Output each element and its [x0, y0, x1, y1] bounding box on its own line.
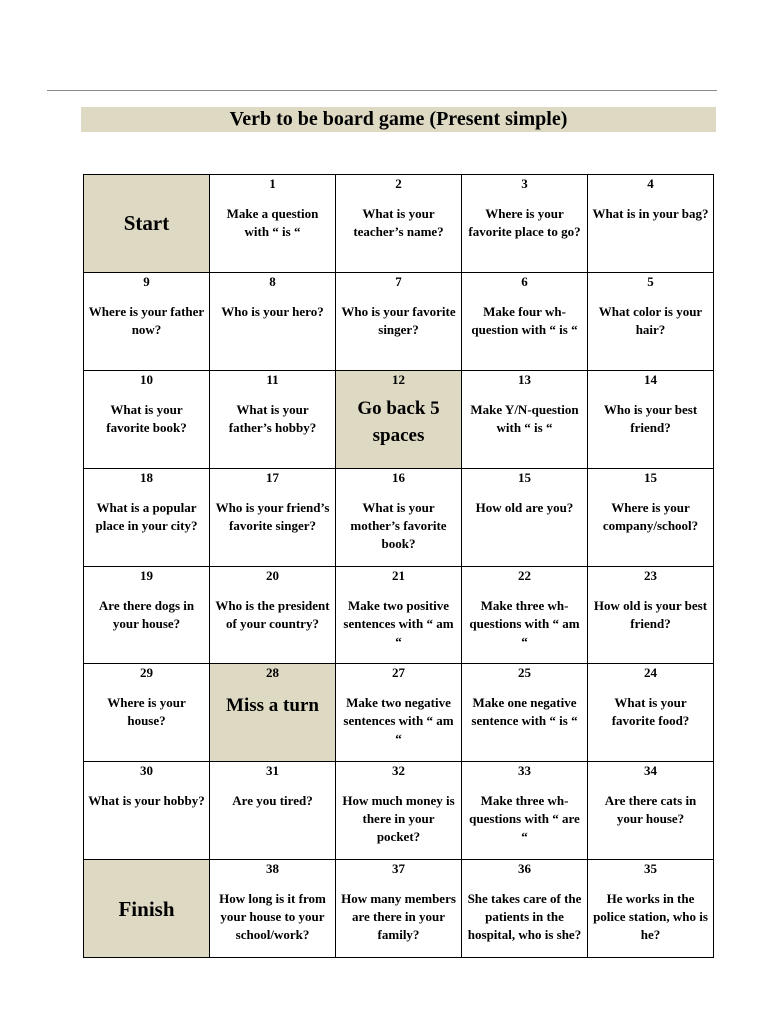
square-number: 36: [518, 861, 531, 877]
square-text: Where is your favorite place to go?: [468, 206, 581, 239]
square-number: 18: [140, 469, 153, 485]
square-text: Who is your favorite singer?: [341, 303, 456, 337]
square-number: 1: [269, 176, 276, 191]
square-label: Miss a turn: [226, 695, 319, 717]
board-square: [462, 566, 588, 664]
board-row: [84, 566, 714, 664]
board-square: [336, 566, 462, 664]
square-number: 10: [140, 371, 153, 387]
board-square: [84, 566, 210, 664]
square-text: Make Y/N-question with “ is “: [470, 401, 579, 435]
board-square: [210, 860, 336, 958]
square-text: What is in your bag?: [592, 206, 709, 221]
square-label: Start: [123, 211, 170, 236]
square-number: 13: [518, 371, 531, 387]
square-number: 33: [518, 763, 531, 779]
board-row: [84, 860, 714, 958]
board-square: [84, 272, 210, 370]
board-square: [210, 175, 336, 273]
board-square: [462, 175, 588, 273]
square-text: How much money is there in your pocket?: [342, 793, 455, 845]
board-square-finish: [84, 860, 210, 958]
square-text: Are you tired?: [232, 793, 313, 809]
square-text: What is a popular place in your city?: [95, 499, 198, 533]
board-square: [210, 468, 336, 566]
square-number: 11: [266, 371, 279, 387]
square-number: 16: [392, 469, 405, 485]
square-number: 15: [644, 469, 657, 485]
square-text: Who is the president of your country?: [215, 597, 330, 631]
square-number: 8: [269, 273, 276, 289]
square-number: 22: [518, 567, 531, 583]
board-square: [210, 566, 336, 664]
square-number: 21: [392, 567, 405, 583]
square-number: 17: [266, 469, 279, 485]
square-number: 27: [392, 665, 405, 681]
square-number: 25: [518, 665, 531, 681]
square-text: What is your favorite book?: [106, 401, 187, 435]
square-number: 32: [392, 763, 405, 779]
square-text: Who is your friend’s favorite singer?: [215, 499, 330, 533]
board-square: [588, 566, 714, 664]
square-text: Where is your company/school?: [602, 499, 699, 533]
board-square: [588, 272, 714, 370]
square-text: What is your father’s hobby?: [228, 401, 317, 435]
board-square: [84, 664, 210, 762]
square-label: Go back 5 spaces: [357, 397, 440, 446]
square-text: Where is your house?: [107, 695, 186, 729]
square-text: What is your mother’s favorite book?: [350, 499, 447, 551]
board-square: [462, 664, 588, 762]
board-square: [462, 272, 588, 370]
square-text: How long is it from your house to your school/work?: [219, 891, 326, 943]
board-square: [336, 468, 462, 566]
square-number: 15: [518, 469, 531, 485]
square-number: 28: [266, 665, 279, 681]
square-text: How old are you?: [475, 499, 574, 515]
square-number: 12: [392, 371, 405, 387]
board-row: [84, 664, 714, 762]
square-text: Make two negative sentences with “ am “: [343, 695, 454, 747]
board-square: [336, 664, 462, 762]
square-number: 2: [395, 176, 402, 191]
square-number: 3: [521, 176, 528, 191]
board-row: [84, 175, 714, 273]
board-square: [336, 175, 462, 273]
square-number: 14: [644, 371, 657, 387]
board-square: [336, 762, 462, 860]
square-number: 20: [266, 567, 279, 583]
square-text: What is your hobby?: [88, 793, 205, 809]
square-number: 23: [644, 567, 657, 583]
board-square: [336, 272, 462, 370]
board-game-grid: [83, 174, 714, 958]
square-number: 6: [521, 273, 528, 289]
square-number: 35: [644, 861, 657, 877]
square-text: Who is your hero?: [221, 303, 324, 319]
board-square: [210, 272, 336, 370]
board-square-special: [210, 664, 336, 762]
square-number: 4: [647, 176, 654, 191]
square-label: Finish: [118, 896, 175, 921]
board-square-start: [84, 175, 210, 273]
square-text: What color is your hair?: [598, 303, 703, 337]
board-square: [210, 370, 336, 468]
square-number: 30: [140, 763, 153, 779]
board-square: [462, 860, 588, 958]
board-square: [84, 370, 210, 468]
board-row: [84, 762, 714, 860]
square-number: 7: [395, 273, 402, 289]
square-text: How many members are there in your family?: [341, 891, 456, 943]
square-text: Make a question with “ is “: [226, 206, 319, 239]
board-square: [588, 762, 714, 860]
board-square-special: [336, 370, 462, 468]
square-number: 34: [644, 763, 657, 779]
square-number: 9: [143, 273, 150, 289]
square-text: She takes care of the patients in the hospital, who is she?: [467, 891, 582, 943]
square-text: Make four wh-question with “ is “: [471, 303, 578, 337]
square-text: What is your teacher’s name?: [353, 206, 444, 239]
square-number: 31: [266, 763, 279, 779]
square-text: Are there dogs in your house?: [98, 597, 195, 631]
board-square: [588, 860, 714, 958]
board-square: [462, 370, 588, 468]
board-square: [588, 468, 714, 566]
square-text: Are there cats in your house?: [604, 793, 697, 827]
board-square: [336, 860, 462, 958]
square-text: Who is your best friend?: [603, 401, 698, 435]
board-square: [84, 468, 210, 566]
square-number: 5: [647, 273, 654, 289]
board-square: [588, 370, 714, 468]
board-square: [588, 664, 714, 762]
board-square: [84, 762, 210, 860]
board-square: [210, 762, 336, 860]
square-text: Make three wh-questions with “ are “: [469, 793, 580, 845]
square-number: 29: [140, 665, 153, 681]
square-text: Make three wh-questions with “ am “: [469, 597, 580, 649]
square-number: 24: [644, 665, 657, 681]
square-text: Make two positive sentences with “ am “: [343, 597, 454, 649]
square-text: He works in the police station, who is he?: [593, 891, 708, 943]
board-row: [84, 468, 714, 566]
square-text: How old is your best friend?: [593, 597, 708, 631]
square-number: 37: [392, 861, 405, 877]
board-square: [588, 175, 714, 273]
square-number: 38: [266, 861, 279, 877]
square-text: Where is your father now?: [88, 303, 205, 337]
top-divider-line: [47, 90, 717, 91]
board-row: [84, 272, 714, 370]
page-title: Verb to be board game (Present simple): [81, 107, 716, 132]
square-text: What is your favorite food?: [611, 695, 690, 729]
board-square: [462, 468, 588, 566]
board-body: [84, 175, 714, 958]
board-square: [462, 762, 588, 860]
square-number: 19: [140, 567, 153, 583]
square-text: Make one negative sentence with “ is “: [471, 695, 578, 729]
board-row: [84, 370, 714, 468]
